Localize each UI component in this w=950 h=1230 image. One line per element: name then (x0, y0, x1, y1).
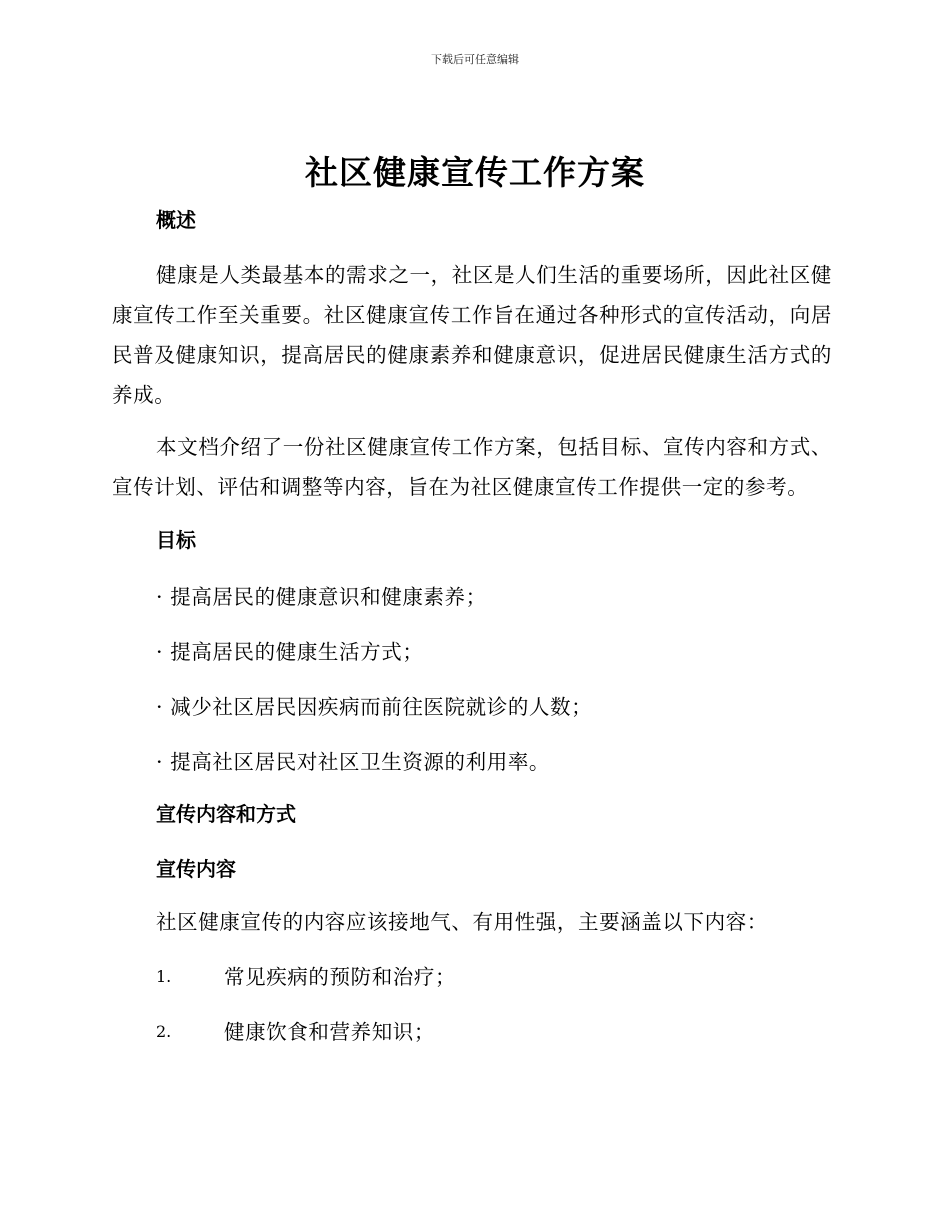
content-list-item (112, 957, 832, 997)
section-heading-goals: 目标 (156, 528, 196, 552)
goal-item: · 减少社区居民因疾病而前往医院就诊的人数； (156, 695, 593, 719)
list-number: 2. (156, 1022, 172, 1041)
list-number: 1. (156, 967, 172, 986)
overview-paragraph-2: 本文档介绍了一份社区健康宣传工作方案，包括目标、宣传内容和方式、宣传计划、评估和调整等内容，旨在为社区健康宣传工作提供一定的参考。 (112, 435, 832, 499)
goal-item: · 提高社区居民对社区卫生资源的利用率。 (156, 750, 551, 774)
page-header-note: 下载后可任意编辑 (431, 53, 519, 66)
list-text: 健康饮食和营养知识； (224, 1020, 435, 1044)
content-list-item (112, 1012, 832, 1052)
goal-item: · 提高居民的健康意识和健康素养； (156, 585, 487, 609)
list-text: 常见疾病的预防和治疗； (224, 965, 457, 989)
document-title: 社区健康宣传工作方案 (305, 153, 645, 192)
section-heading-content-method: 宣传内容和方式 (156, 802, 296, 826)
goal-item: · 提高居民的健康生活方式； (156, 640, 424, 664)
subsection-heading-content: 宣传内容 (156, 857, 236, 881)
document-body (112, 203, 832, 1052)
overview-paragraph-1: 健康是人类最基本的需求之一，社区是人们生活的重要场所，因此社区健康宣传工作至关重要。社区健康宣传工作旨在通过各种形式的宣传活动，向居民普及健康知识，提高居民的健康素养和健康意识，促进居民健康生活方式的养成。 (112, 263, 832, 407)
content-intro: 社区健康宣传的内容应该接地气、有用性强，主要涵盖以下内容： (156, 910, 768, 934)
section-heading-overview: 概述 (156, 208, 196, 232)
